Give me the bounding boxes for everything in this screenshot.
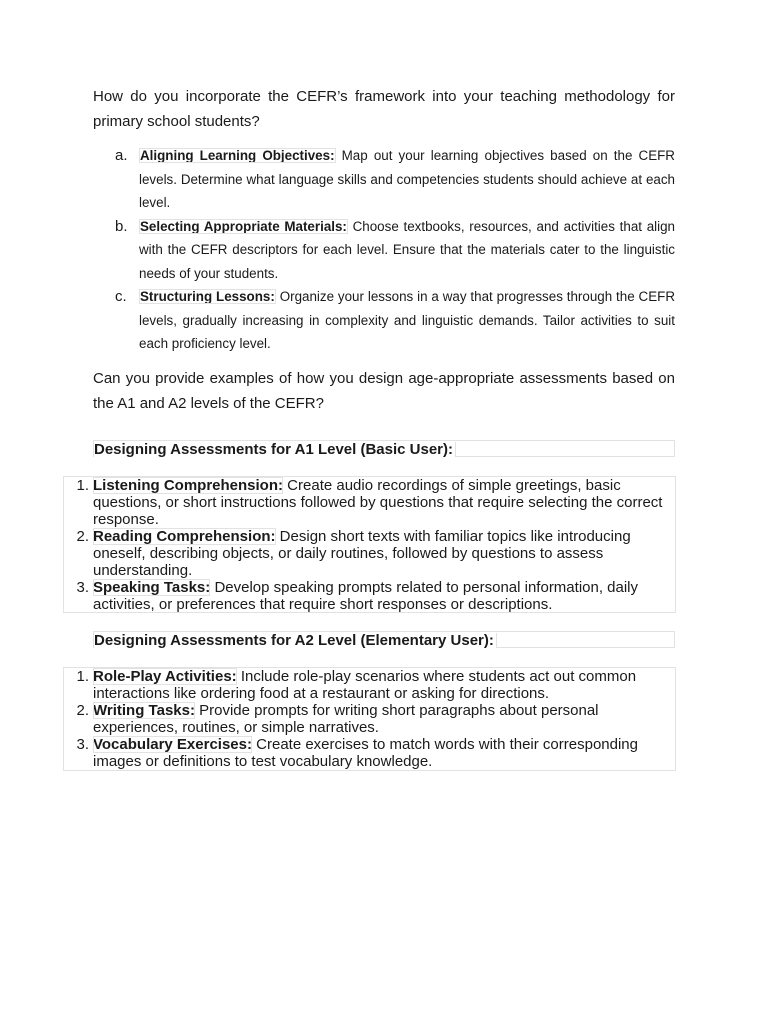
list-item [64, 528, 675, 579]
item-text: Provide prompts for writing short paragraphs about personal experiences, routines, or simple narratives. [93, 702, 599, 736]
list-marker: c. [115, 288, 127, 305]
item-term: Listening Comprehension: [93, 477, 284, 494]
item-term: Writing Tasks: [93, 702, 195, 719]
item-text: Create audio recordings of simple greetings, basic questions, or short instructions followed by questions that require selecting the correct response. [93, 477, 663, 528]
item-term: Selecting Appropriate Materials: [140, 218, 347, 234]
item-text: Develop speaking prompts related to personal information, daily activities, or preferences that require short responses or descriptions. [93, 579, 639, 613]
a1-heading [93, 440, 675, 457]
item-term: Reading Comprehension: [93, 528, 276, 545]
item-term: Aligning Learning Objectives: [140, 148, 335, 163]
list-number: 2. [76, 528, 89, 545]
list-item [93, 144, 675, 215]
item-term: Vocabulary Exercises: [93, 736, 252, 753]
list-marker: b. [115, 217, 128, 235]
list-item [64, 668, 675, 702]
item-text: Organize your lessons in a way that progresses through the CEFR levels, gradually increasing in complexity and linguistic demands. Tailor activities to suit each proficiency level. [139, 289, 675, 351]
a2-heading [93, 631, 675, 648]
item-text: Design short texts with familiar topics like introducing oneself, describing objects, or daily routines, followed by questions to assess understanding. [93, 528, 631, 579]
a2-heading-text: Designing Assessments for A2 Level (Elementary User): [94, 633, 497, 648]
list-number: 1. [76, 477, 89, 494]
list-item [64, 579, 675, 613]
item-text: Choose textbooks, resources, and activities that align with the CEFR descriptors for each level. Ensure that the materials cater to the linguistic needs of your students. [139, 218, 676, 281]
question-cefr-framework: How do you incorporate the CEFR’s framework into your teaching methodology for primary school students? [93, 88, 675, 130]
a1-heading-text: Designing Assessments for A1 Level (Basic User): [94, 442, 456, 457]
list-number: 2. [76, 702, 89, 719]
list-item [93, 215, 675, 286]
a1-assessment-list [63, 476, 676, 613]
list-item [64, 477, 675, 528]
list-number: 1. [76, 668, 89, 685]
list-item [64, 736, 675, 770]
a2-assessment-list [63, 667, 676, 771]
list-marker: a. [115, 147, 128, 164]
item-term: Structuring Lessons: [140, 289, 275, 304]
item-text: Map out your learning objectives based on the CEFR levels. Determine what language skills and competencies students should achieve at each level. [139, 148, 675, 210]
item-text: Include role-play scenarios where students act out common interactions like ordering food at a restaurant or asking for directions. [93, 668, 637, 702]
methods-list [93, 144, 675, 356]
list-number: 3. [76, 736, 89, 753]
item-term: Role-Play Activities: [93, 668, 237, 685]
list-item [93, 285, 675, 356]
list-item [64, 702, 675, 736]
item-text: Create exercises to match words with their corresponding images or definitions to test vocabulary knowledge. [93, 736, 638, 770]
list-number: 3. [76, 579, 89, 596]
item-term: Speaking Tasks: [93, 579, 211, 596]
question-assessments: Can you provide examples of how you design age-appropriate assessments based on the A1 and A2 levels of the CEFR? [93, 370, 675, 412]
